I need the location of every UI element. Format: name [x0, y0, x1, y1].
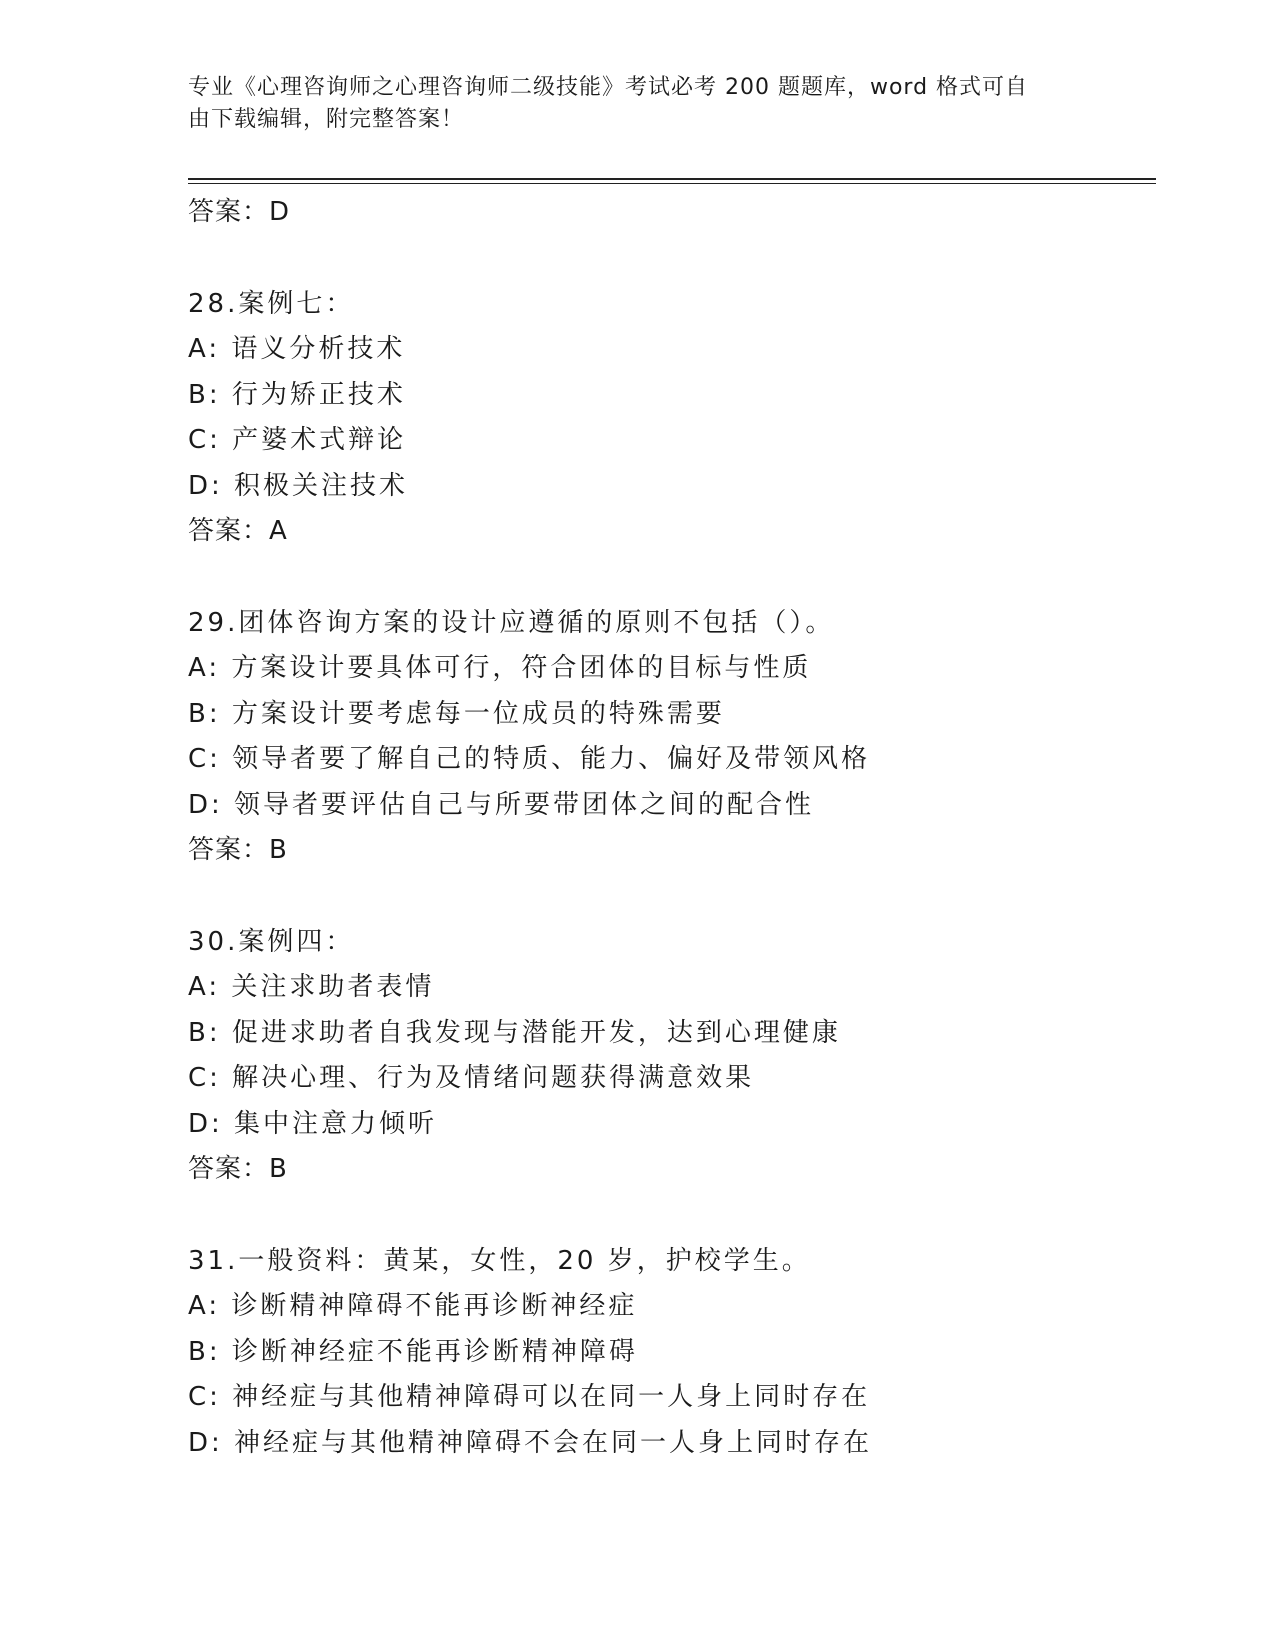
question-31	[188, 1239, 1148, 1467]
option-d: D: 神经症与其他精神障碍不会在同一人身上同时存在	[188, 1427, 873, 1458]
option-a: A: 方案设计要具体可行，符合团体的目标与性质	[188, 653, 812, 683]
option-a: A: 语义分析技术	[188, 334, 406, 364]
option-a: A: 关注求助者表情	[188, 972, 435, 1002]
question-stem: 30.案例四：	[188, 926, 355, 957]
header-rule-thin	[188, 183, 1156, 184]
header-line-1: 专业《心理咨询师之心理咨询师二级技能》考试必考 200 题题库，word 格式可自	[188, 75, 1029, 100]
question-29	[188, 601, 1148, 874]
option-b: B: 方案设计要考虑每一位成员的特殊需要	[188, 698, 725, 729]
option-d: D: 集中注意力倾听	[188, 1108, 438, 1139]
header-rule-thick	[188, 178, 1156, 180]
question-stem: 28.案例七：	[188, 288, 355, 319]
option-b: B: 诊断神经症不能再诊断精神障碍	[188, 1336, 638, 1367]
question-28	[188, 282, 1148, 555]
document-header	[188, 72, 1068, 136]
question-stem: 29.团体咨询方案的设计应遵循的原则不包括（）。	[188, 607, 835, 638]
option-c: C: 产婆术式辩论	[188, 425, 407, 455]
option-b: B: 行为矫正技术	[188, 379, 406, 410]
option-a: A: 诊断精神障碍不能再诊断神经症	[188, 1291, 638, 1321]
answer-line: 答案：D	[188, 197, 291, 227]
question-30	[188, 920, 1148, 1193]
header-line-2: 由下载编辑，附完整答案！	[188, 107, 465, 132]
option-b: B: 促进求助者自我发现与潜能开发，达到心理健康	[188, 1017, 841, 1048]
option-c: C: 神经症与其他精神障碍可以在同一人身上同时存在	[188, 1382, 871, 1412]
spacer	[188, 555, 1148, 601]
option-d: D: 领导者要评估自己与所要带团体之间的配合性	[188, 789, 815, 820]
answer-line: 答案：B	[188, 1154, 288, 1184]
spacer	[188, 874, 1148, 920]
spacer	[188, 1193, 1148, 1239]
option-d: D: 积极关注技术	[188, 470, 409, 501]
answer-line: 答案：B	[188, 835, 288, 865]
spacer	[188, 236, 1148, 282]
question-stem: 31.一般资料：黄某，女性，20 岁，护校学生。	[188, 1245, 811, 1276]
answer-line: 答案：A	[188, 516, 288, 546]
question-list	[188, 190, 1148, 1466]
option-c: C: 领导者要了解自己的特质、能力、偏好及带领风格	[188, 744, 871, 774]
option-c: C: 解决心理、行为及情绪问题获得满意效果	[188, 1063, 755, 1093]
